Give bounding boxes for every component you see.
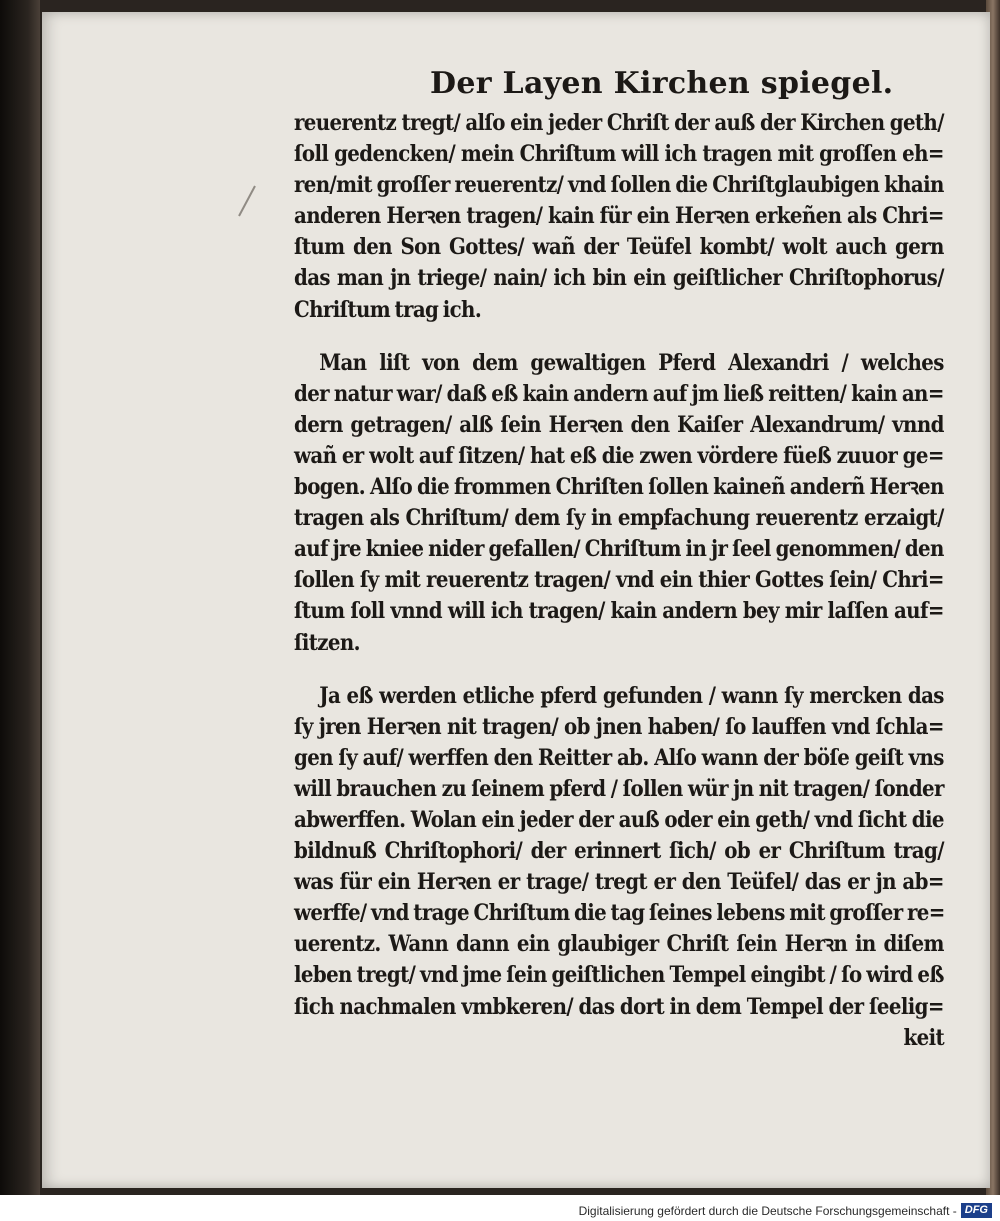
text-line: ſoll gedencken/ mein Chriſtum will ich tragen mit groſſen eh= bbox=[294, 141, 944, 168]
funding-credit bbox=[579, 1203, 992, 1218]
text-line: ren/mit groſſer reuerentz/ vnd ſollen die Chriſtglaubigen khain bbox=[294, 172, 944, 199]
text-line: uerentz. Wann dann ein glaubiger Chriſt ſein Herꝛn in diſem bbox=[294, 931, 944, 958]
pencil-mark bbox=[238, 186, 256, 217]
dfg-logo: DFG bbox=[961, 1203, 992, 1218]
catchword: keit bbox=[903, 1024, 944, 1051]
paragraph-gap bbox=[294, 659, 944, 681]
text-line: auf jre kniee nider gefallen/ Chriſtum in jr ſeel genommen/ den bbox=[294, 536, 944, 563]
text-line: bogen. Alſo die frommen Chriſten ſollen kaineñ anderñ Herꝛen bbox=[294, 474, 944, 501]
text-line: ſollen ſy mit reuerentz tragen/ vnd ein thier Gottes ſein/ Chri= bbox=[294, 567, 944, 594]
text-line: reuerentz tregt/ alſo ein jeder Chriſt der auß der Kirchen geth/ bbox=[294, 110, 944, 136]
text-line: anderen Herꝛen tragen/ kain für ein Herꝛen erkeñen als Chri= bbox=[294, 203, 944, 230]
text-line: bildnuß Chriſtophori/ der erinnert ſich/ ob er Chriſtum trag/ bbox=[294, 838, 944, 865]
body-text bbox=[294, 108, 944, 1054]
text-line: ſtum den Son Gottes/ wañ der Teüfel kombt/ wolt auch gern bbox=[294, 234, 944, 261]
text-line: Chriſtum trag ich. bbox=[294, 296, 482, 323]
text-line: ſtum ſoll vnnd will ich tragen/ kain andern bey mir laſſen auf= bbox=[294, 598, 944, 625]
text-line: gen ſy auf/ werffen den Reitter ab. Alſo wann der böſe geiſt vns bbox=[294, 744, 944, 771]
text-line: ſitzen. bbox=[294, 629, 360, 656]
text-line: leben tregt/ vnd jme ſein geiſtlichen Tempel eingibt / ſo wird eß bbox=[294, 962, 944, 989]
book-binding-left bbox=[0, 0, 40, 1195]
funding-credit-text: Digitalisierung gefördert durch die Deutsche Forschungsgemeinschaft - bbox=[578, 1203, 957, 1218]
text-line: Man liſt von dem gewaltigen Pferd Alexandri / welches bbox=[319, 349, 944, 376]
text-line: der natur war/ daß eß kain andern auf jm ließ reitten/ kain an= bbox=[294, 380, 944, 407]
text-line: ſich nachmalen vmbkeren/ das dort in dem Tempel der ſeelig= bbox=[294, 993, 944, 1020]
text-line: was für ein Herꝛen er trage/ tregt er den Teüfel/ das er jn ab= bbox=[294, 869, 944, 896]
text-line: tragen als Chriſtum/ dem ſy in empfachung reuerentz erzaigt/ bbox=[294, 505, 944, 532]
paragraph-first-line bbox=[294, 348, 944, 379]
text-line: wañ er wolt auf ſitzen/ hat eß die zwen vördere füeß zuuor ge= bbox=[294, 442, 944, 469]
text-line: dern getragen/ alß ſein Herꝛen den Kaiſer Alexandrum/ vnnd bbox=[294, 411, 944, 438]
page-paper bbox=[42, 12, 990, 1188]
text-line: werffe/ vnd trage Chriſtum die tag ſeines lebens mit groſſer re= bbox=[294, 900, 945, 927]
text-line: Ja eß werden etliche pferd gefunden / wann ſy mercken das bbox=[319, 682, 944, 709]
text-line: abwerffen. Wolan ein jeder der auß oder ein geth/ vnd ſicht die bbox=[294, 806, 944, 833]
text-line: will brauchen zu ſeinem pferd / ſollen wür jn nit tragen/ ſonder bbox=[294, 775, 944, 802]
text-line: das man jn triege/ nain/ ich bin ein geiſtlicher Chriſtophorus/ bbox=[294, 265, 944, 292]
paragraph-gap bbox=[294, 326, 944, 348]
paragraph-first-line bbox=[294, 681, 944, 712]
running-head: Der Layen Kirchen spiegel. bbox=[430, 66, 894, 101]
text-line: ſy jren Herꝛen nit tragen/ ob jnen haben/ ſo lauffen vnd ſchla= bbox=[294, 713, 944, 740]
